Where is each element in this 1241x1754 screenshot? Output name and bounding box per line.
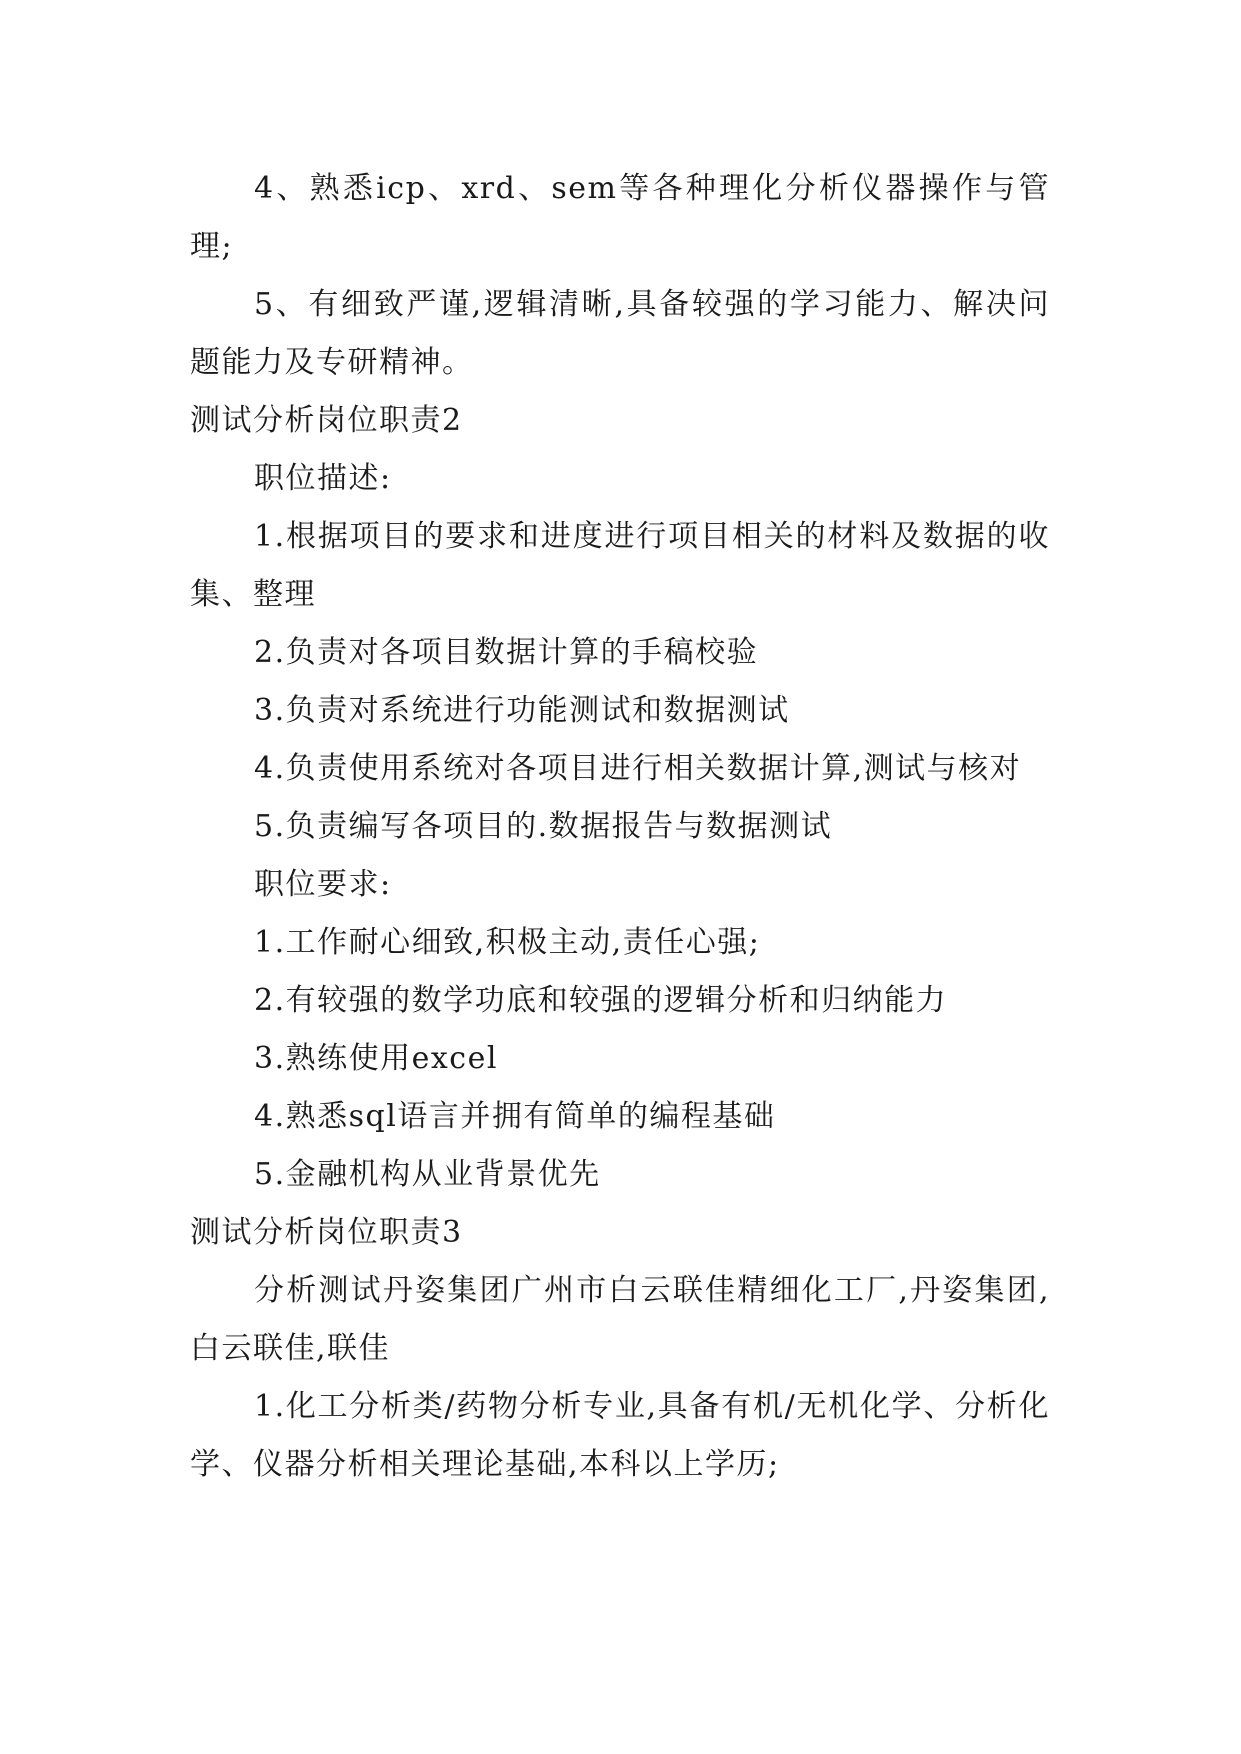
document-body [190, 160, 1050, 1494]
section-heading-2: 测试分析岗位职责2 [190, 403, 463, 438]
requirement-item-1: 1.工作耐心细致,积极主动,责任心强; [254, 925, 761, 960]
paragraph-item-4-instruments: 4、熟悉icp、xrd、sem等各种理化分析仪器操作与管理; [190, 171, 1050, 264]
duty-item-2: 2.负责对各项目数据计算的手稿校验 [254, 635, 759, 670]
duty-item-3: 3.负责对系统进行功能测试和数据测试 [254, 693, 790, 728]
job-description-label: 职位描述: [254, 461, 392, 496]
job-requirements-label: 职位要求: [254, 867, 392, 902]
section-3-intro: 分析测试丹姿集团广州市白云联佳精细化工厂,丹姿集团,白云联佳,联佳 [190, 1273, 1050, 1366]
duty-item-4: 4.负责使用系统对各项目进行相关数据计算,测试与核对 [254, 751, 1022, 786]
requirement-item-2: 2.有较强的数学功底和较强的逻辑分析和归纳能力 [254, 983, 948, 1018]
requirement-item-4: 4.熟悉sql语言并拥有简单的编程基础 [254, 1099, 776, 1134]
section-heading-3: 测试分析岗位职责3 [190, 1215, 463, 1250]
section-3-item-1: 1.化工分析类/药物分析专业,具备有机/无机化学、分析化学、仪器分析相关理论基础,本科以上学历; [190, 1389, 1050, 1482]
duty-item-5: 5.负责编写各项目的.数据报告与数据测试 [254, 809, 833, 844]
duty-item-1: 1.根据项目的要求和进度进行项目相关的材料及数据的收集、整理 [190, 519, 1050, 612]
paragraph-item-5-attitude: 5、有细致严谨,逻辑清晰,具备较强的学习能力、解决问题能力及专研精神。 [190, 287, 1050, 380]
requirement-item-5: 5.金融机构从业背景优先 [254, 1157, 601, 1192]
requirement-item-3: 3.熟练使用excel [254, 1041, 498, 1076]
